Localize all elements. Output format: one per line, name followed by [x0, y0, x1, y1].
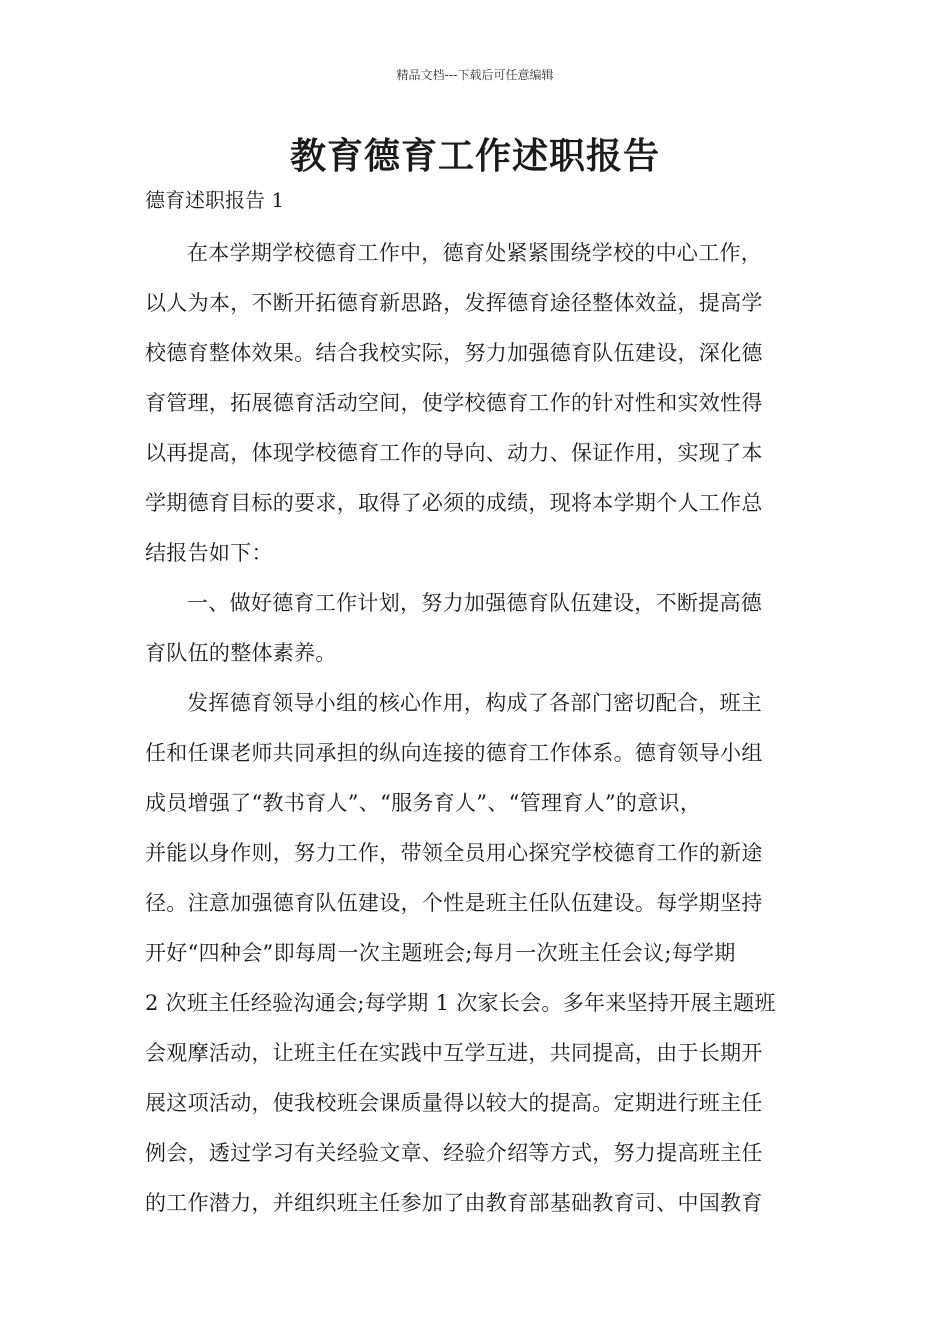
paragraph-line: 在本学期学校德育工作中，德育处紧紧围绕学校的中心工作， [187, 241, 763, 265]
paragraph-line: 任和任课老师共同承担的纵向连接的德育工作体系。德育领导小组 [145, 741, 763, 765]
document-title: 教育德育工作述职报告 [289, 136, 660, 177]
paragraph-2 [145, 578, 810, 628]
paragraph-line: 结报告如下： [145, 541, 273, 565]
paragraph-line: 展这项活动，使我校班会课质量得以较大的提高。定期进行班主任 [145, 1091, 763, 1115]
paragraph-1 [145, 228, 810, 278]
paragraph-line: 以人为本，不断开拓德育新思路，发挥德育途径整体效益，提高学 [145, 291, 763, 315]
paragraph-line: 育管理，拓展德育活动空间，使学校德育工作的针对性和实效性得 [145, 391, 763, 415]
paragraph-line: 成员增强了“教书育人”、“服务育人”、“管理育人”的意识， [145, 791, 702, 815]
paragraph-line: 以再提高，体现学校德育工作的导向、动力、保证作用，实现了本 [145, 441, 763, 465]
paragraph-line: 并能以身作则，努力工作，带领全员用心探究学校德育工作的新途 [145, 841, 763, 865]
paragraph-3 [145, 678, 810, 728]
paragraph-2-cont [145, 628, 810, 678]
section-subtitle: 德育述职报告 1 [145, 188, 285, 212]
paragraph-1-cont [145, 278, 810, 578]
paragraph-line: 校德育整体效果。结合我校实际，努力加强德育队伍建设，深化德 [145, 341, 763, 365]
paragraph-line: 一、做好德育工作计划，努力加强德育队伍建设，不断提高德 [187, 591, 763, 615]
paragraph-line: 学期德育目标的要求，取得了必须的成绩，现将本学期个人工作总 [145, 491, 763, 515]
paragraph-3-cont [145, 728, 810, 1228]
paragraph-line: 例会，透过学习有关经验文章、经验介绍等方式，努力提高班主任 [145, 1141, 763, 1165]
paragraph-line: 发挥德育领导小组的核心作用，构成了各部门密切配合，班主 [187, 691, 763, 715]
document-body [145, 228, 810, 1228]
paragraph-line: 2 次班主任经验沟通会;每学期 1 次家长会。多年来坚持开展主题班 [145, 991, 776, 1015]
paragraph-line: 开好“四种会”即每周一次主题班会;每月一次班主任会议;每学期 [145, 941, 736, 965]
paragraph-line: 径。注意加强德育队伍建设，个性是班主任队伍建设。每学期坚持 [145, 891, 763, 915]
header-note: 精品文档---下载后可任意编辑 [396, 68, 554, 82]
paragraph-line: 育队伍的整体素养。 [145, 641, 337, 665]
paragraph-line: 的工作潜力，并组织班主任参加了由教育部基础教育司、中国教育 [145, 1191, 763, 1215]
paragraph-line: 会观摩活动，让班主任在实践中互学互进，共同提高，由于长期开 [145, 1041, 763, 1065]
